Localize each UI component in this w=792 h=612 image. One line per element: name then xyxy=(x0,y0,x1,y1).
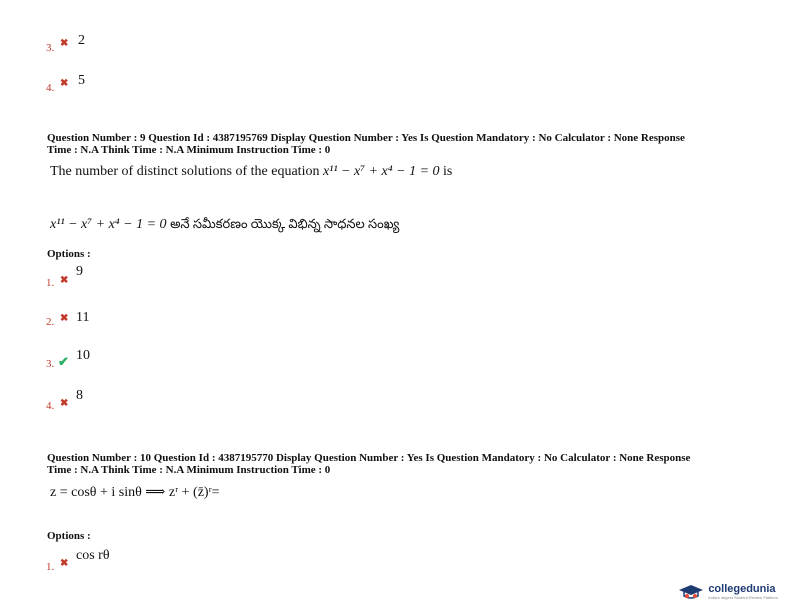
q9-option-3-value[interactable]: 10 xyxy=(76,348,90,363)
prev-option-4-number: 4. xyxy=(46,82,55,94)
question-9-options-label: Options : xyxy=(47,248,91,260)
question-10-header-line2: Time : N.A Think Time : N.A Minimum Instruction Time : 0 xyxy=(47,464,331,476)
prev-option-3-value: 2 xyxy=(78,33,85,48)
wrong-mark-icon: ✖ xyxy=(60,78,69,89)
prev-option-4-value: 5 xyxy=(78,73,85,88)
logo-name: collegedunia xyxy=(708,583,776,595)
question-10-options-label: Options : xyxy=(47,530,91,542)
question-10-header-line1: Question Number : 10 Question Id : 4387195770 Display Question Number : Yes Is Question Mandatory : No Calculator : None Response xyxy=(47,452,691,464)
question-9-telugu-text xyxy=(50,216,399,235)
question-10-header xyxy=(47,452,777,476)
q9-option-1-number: 1. xyxy=(46,277,55,289)
q9-option-3-number: 3. xyxy=(46,358,55,370)
wrong-mark-icon: ✖ xyxy=(60,398,69,409)
prev-option-3-number: 3. xyxy=(46,42,55,54)
q9-option-1-value[interactable]: 9 xyxy=(76,264,83,279)
wrong-mark-icon: ✖ xyxy=(60,38,69,49)
q9-option-4-value[interactable]: 8 xyxy=(76,388,83,403)
question-9-equation: x¹¹ − x⁷ + x⁴ − 1 = 0 xyxy=(322,164,440,179)
question-9-header-line1: Question Number : 9 Question Id : 4387195769 Display Question Number : Yes Is Question Mandatory : No Calculator : None Response xyxy=(47,132,685,144)
question-9-telugu-equation: x¹¹ − x⁷ + x⁴ − 1 = 0 xyxy=(50,217,167,232)
correct-check-icon: ✔ xyxy=(58,354,69,369)
question-9-telugu: అనే సమీకరణం యొక్క విభిన్న సాధనల సంఖ్య xyxy=(170,216,400,231)
question-9-header-line2: Time : N.A Think Time : N.A Minimum Instruction Time : 0 xyxy=(47,144,331,156)
q10-option-1-value[interactable]: cos rθ xyxy=(76,548,110,563)
wrong-mark-icon: ✖ xyxy=(60,275,69,286)
question-9-text-suffix: is xyxy=(443,164,453,179)
question-9-header xyxy=(47,132,777,156)
graduation-cap-icon xyxy=(678,584,704,600)
question-9-text-prefix: The number of distinct solutions of the equation xyxy=(50,164,320,179)
q9-option-2-value[interactable]: 11 xyxy=(76,310,90,325)
wrong-mark-icon: ✖ xyxy=(60,558,69,569)
q9-option-4-number: 4. xyxy=(46,400,55,412)
q10-option-1-number: 1. xyxy=(46,561,55,573)
q9-option-2-number: 2. xyxy=(46,316,55,328)
question-9-text xyxy=(50,164,452,180)
wrong-mark-icon: ✖ xyxy=(60,313,69,324)
logo-tagline: India's largest Student Review Platform xyxy=(708,595,778,600)
collegedunia-logo[interactable] xyxy=(678,583,778,600)
question-10-text: z = cosθ + i sinθ ⟹ zʳ + (z̄)ʳ= xyxy=(50,485,220,500)
